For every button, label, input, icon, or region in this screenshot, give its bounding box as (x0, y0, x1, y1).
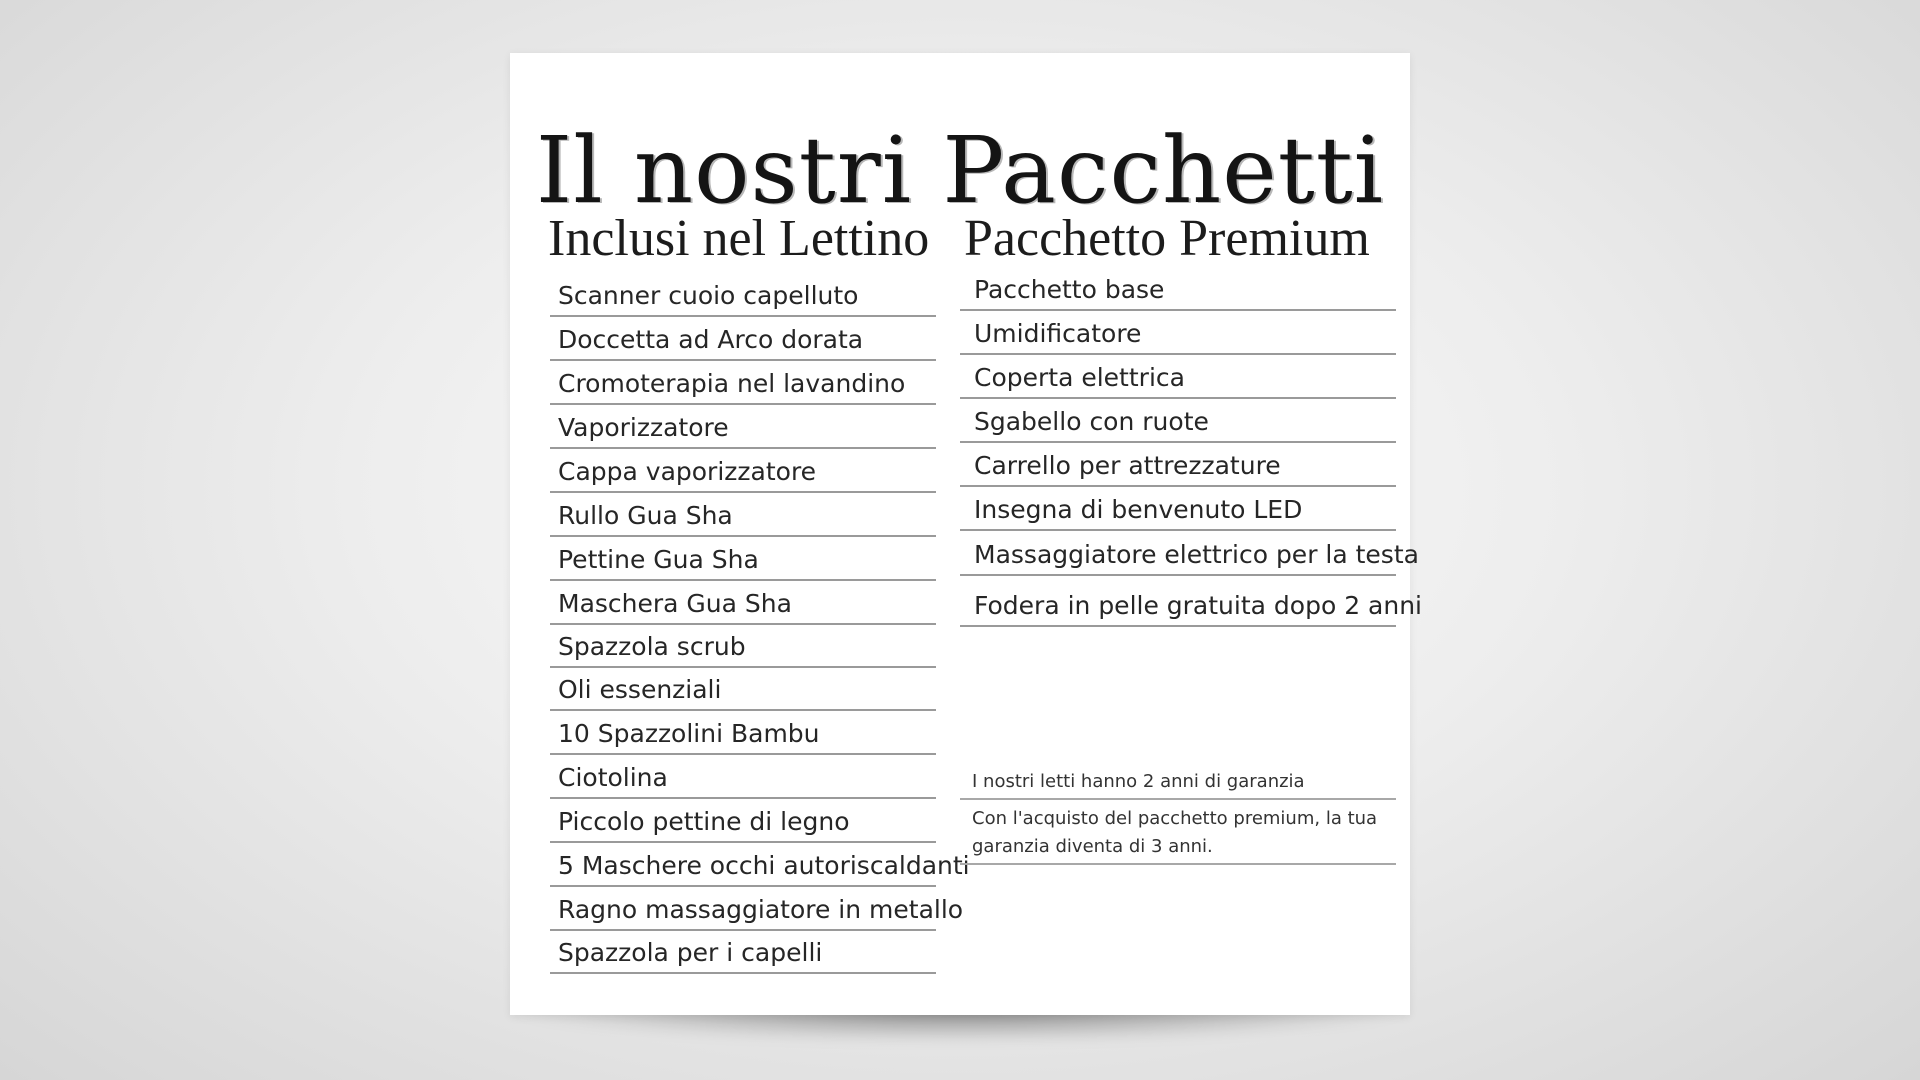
list-item: Doccetta ad Arco dorata (550, 323, 936, 361)
list-item: Maschera Gua Sha (550, 587, 936, 625)
warranty-note: I nostri letti hanno 2 anni di garanzia (960, 762, 1396, 800)
page-title: Il nostri Pacchetti (535, 117, 1385, 224)
list-item: Cappa vaporizzatore (550, 455, 936, 493)
list-item: Insegna di benvenuto LED (960, 493, 1396, 531)
list-item: Ragno massaggiatore in metallo (550, 893, 936, 931)
list-item: Coperta elettrica (960, 361, 1396, 399)
list-item: Oli essenziali (550, 673, 936, 711)
list-item: 10 Spazzolini Bambu (550, 717, 936, 755)
left-column-heading: Inclusi nel Lettino (548, 210, 930, 267)
list-item: Spazzola per i capelli (550, 936, 936, 974)
list-item: Vaporizzatore (550, 411, 936, 449)
list-item: Pettine Gua Sha (550, 543, 936, 581)
list-item: Spazzola scrub (550, 630, 936, 668)
list-item: Fodera in pelle gratuita dopo 2 anni (960, 583, 1396, 627)
list-item: 5 Maschere occhi autoriscaldanti (550, 849, 936, 887)
price-list-sheet (510, 53, 1422, 1015)
list-item: Massaggiatore elettrico per la testa (960, 538, 1396, 576)
list-item: Umidificatore (960, 317, 1396, 355)
list-item: Scanner cuoio capelluto (550, 279, 936, 317)
list-item: Ciotolina (550, 761, 936, 799)
list-item: Sgabello con ruote (960, 405, 1396, 443)
list-item: Pacchetto base (960, 273, 1396, 311)
right-column-heading: Pacchetto Premium (964, 210, 1370, 267)
list-item: Cromoterapia nel lavandino (550, 367, 936, 405)
premium-warranty-note: Con l'acquisto del pacchetto premium, la tua garanzia diventa di 3 anni. (960, 803, 1396, 865)
list-item: Rullo Gua Sha (550, 499, 936, 537)
list-item: Piccolo pettine di legno (550, 805, 936, 843)
list-item: Carrello per attrezzature (960, 449, 1396, 487)
